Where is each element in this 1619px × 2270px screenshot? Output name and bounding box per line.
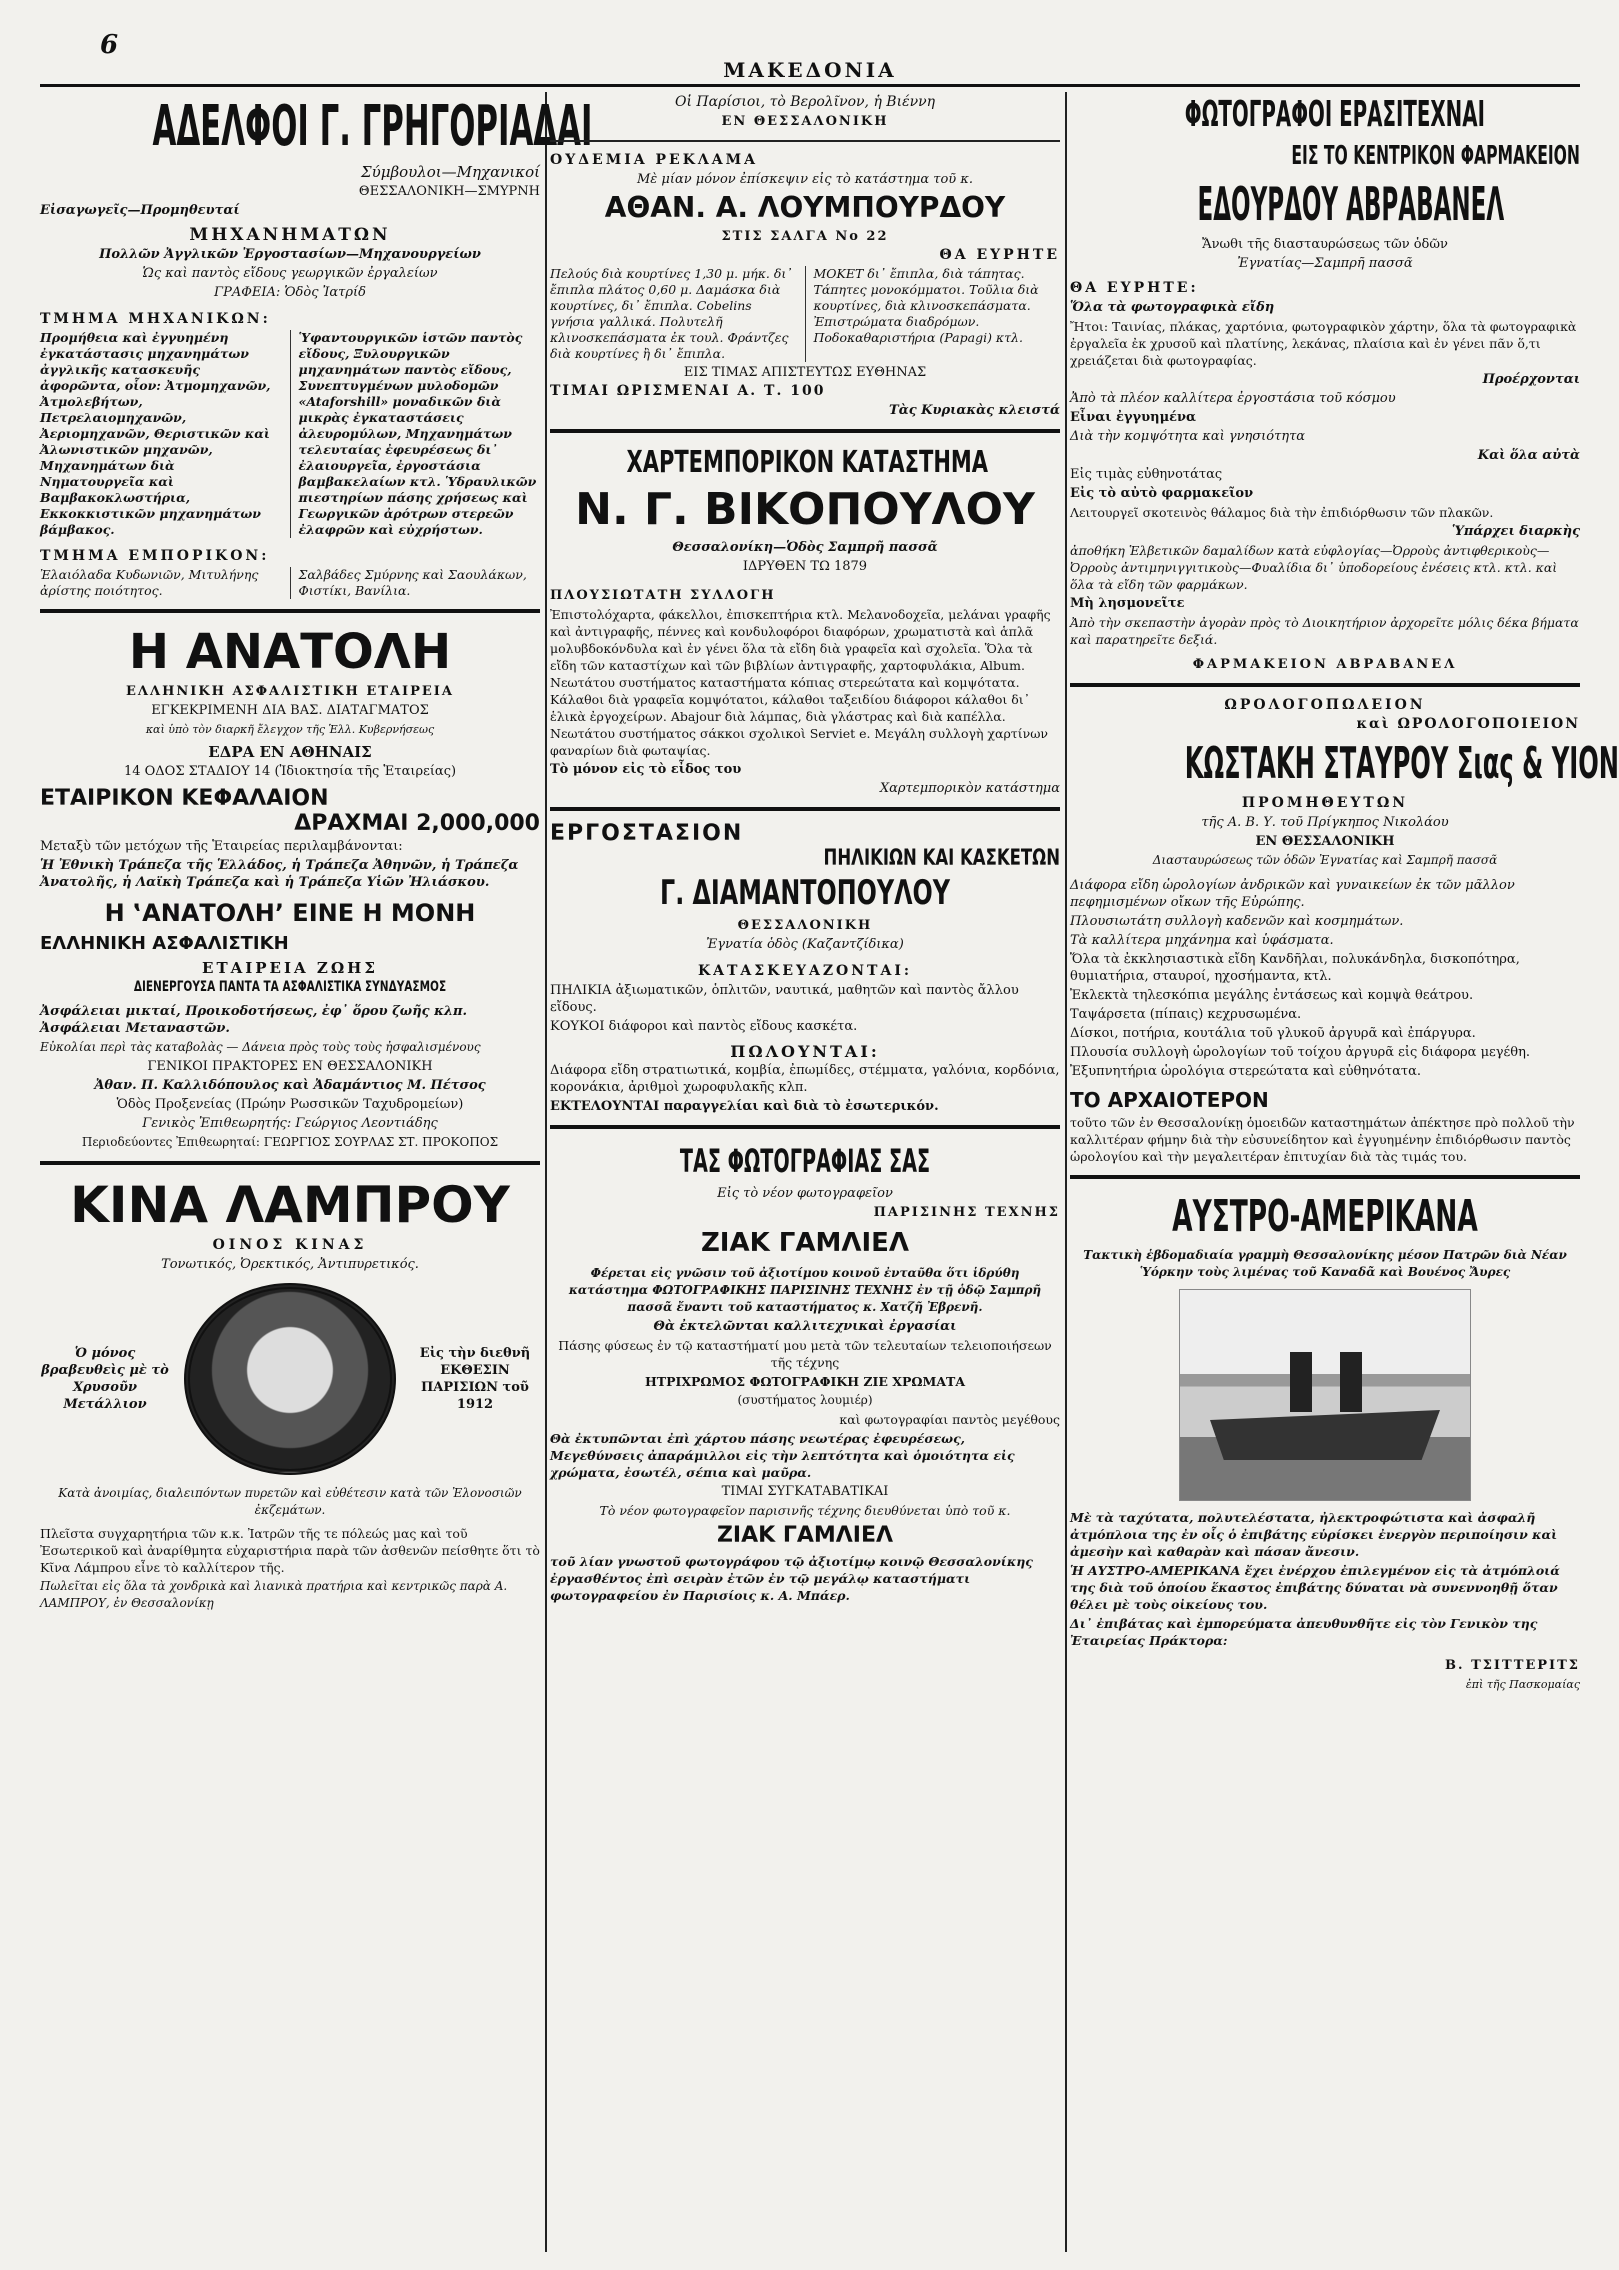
diamantopoulou-factory: ΕΡΓΟΣΤΑΣΙΟΝ bbox=[550, 821, 744, 846]
stavrou-head2: καὶ ΩΡΟΛΟΓΟΠΟΙΕΙΟΝ bbox=[1356, 716, 1580, 732]
loumbourdou-name: ΑΘΑΝ. Α. ΛΟΥΜΠΟΥΡΔΟΥ bbox=[604, 191, 1006, 224]
kina-medal-row bbox=[40, 1283, 540, 1475]
avravanel-cheap: Εἰς τιμὰς εὐθηνοτάτας bbox=[1070, 467, 1223, 482]
vikopoulou-only: Τὸ μόνον εἰς τὸ εἶδος του bbox=[550, 762, 742, 777]
photo-parisian: ΠΑΡΙΣΙΝΗΣ ΤΕΧΝΗΣ bbox=[873, 1205, 1060, 1220]
loumbourdou-fixed: ΤΙΜΑΙ ΩΡΙΣΜΕΝΑΙ Α. Τ. 100 bbox=[550, 383, 826, 399]
vikopoulou-collection: ΠΛΟΥΣΙΩΤΑΤΗ ΣΥΛΛΟΓΗ bbox=[550, 588, 776, 603]
trade-right: Σαλβάδες Σμύρνης καὶ Σαουλάκων, Φιστίκι, Βανίλια. bbox=[298, 567, 527, 598]
grigoriadai-mech-list bbox=[40, 330, 540, 538]
photo-any: καὶ φωτογραφίαι παντὸς μεγέθους bbox=[839, 1412, 1060, 1427]
kina-wine: ΟΙΝΟΣ ΚΙΝΑΣ bbox=[212, 1237, 368, 1253]
avravanel-pharmacy: Εἰς τὸ αὐτὸ φαρμακεῖον bbox=[1070, 486, 1254, 501]
masthead-rule bbox=[40, 84, 1580, 87]
divider bbox=[550, 140, 1060, 142]
diamantopoulou-pilikia: ΠΗΛΙΚΙΑ ἀξιωματικῶν, ὁπλιτῶν, ναυτικά, μαθητῶν καὶ παντὸς ἄλλου εἴδους. bbox=[550, 983, 1019, 1015]
stavrou-corner: Διασταυρώσεως τῶν ὁδῶν Ἐγνατίας καὶ Σαμπρῆ πασσᾶ bbox=[1152, 853, 1498, 867]
stavrou-prince: τῆς Α. Β. Υ. τοῦ Πρίγκηπος Νικολάου bbox=[1201, 815, 1449, 830]
vikopoulou-sign: Χαρτεμπορικὸν κατάστημα bbox=[879, 781, 1060, 796]
ad-kina bbox=[40, 1175, 540, 1612]
stavrou-alarm: Ἐξυπνητήρια ὡρολόγια στερεώτατα καὶ εὐθηνότατα. bbox=[1070, 1064, 1421, 1079]
ad-gamliel bbox=[550, 1139, 1060, 1604]
ad-austro-americana bbox=[1070, 1189, 1580, 1693]
vikopoulou-address: Θεσσαλονίκη—Ὁδὸς Σαμπρῆ πασσᾶ bbox=[672, 540, 938, 555]
diamantopoulou-orders: ΕΚΤΕΛΟΥΝΤΑΙ παραγγελίαι καὶ διὰ τὸ ἐσωτερικόν. bbox=[550, 1099, 939, 1114]
loumbourdou-right: ΜΟΚΕΤ δι᾽ ἔπιπλα, διὰ τάπητας. Τάπητες μονοκόμματοι. Τοῦλια διὰ κουρτίνες, διὰ κλινοσκεπάσματα. Ἐπιστρώματα διαδρόμων. Ποδοκαθαριστήρια (Papagi) κτλ. bbox=[813, 266, 1039, 345]
photo-name2: ΖΙΑΚ ΓΑΜΛΙΕΛ bbox=[716, 1523, 894, 1548]
column-rule-2 bbox=[1065, 92, 1067, 2252]
anatoli-loans: Εὐκολίαι περὶ τὰς καταβολὰς — Δάνεια πρὸς τοὺς τοὺς ἠσφαλισμένους bbox=[40, 1040, 481, 1054]
kina-fever: Κατὰ ἀνοιμίας, διαλειπόντων πυρετῶν καὶ εὐθέτεσιν κατὰ τῶν Ἐλονοσιῶν ἐκζεμάτων. bbox=[58, 1486, 522, 1517]
vikopoulou-founded: ΙΔΡΥΘΕΝ ΤΩ 1879 bbox=[742, 559, 868, 574]
anatoli-approved: ΕΓΚΕΚΡΙΜΕΝΗ ΔΙΑ ΒΑΣ. ΔΙΑΤΑΓΜΑΤΟΣ bbox=[151, 703, 429, 718]
anatoli-life: ΕΤΑΙΡΕΙΑ ΖΩΗΣ bbox=[202, 959, 378, 977]
masthead: ΜΑΚΕΔΟΝΙΑ bbox=[723, 58, 897, 82]
kina-left: Ὁ μόνος βραβευθεὶς μὲ τὸ Χρυσοῦν Μετάλλιον bbox=[41, 1346, 169, 1412]
trade-left: Ἐλαιόλαδα Κυδωνιῶν, Μιτυλήνης ἀρίστης ποιότητος. bbox=[40, 567, 259, 598]
mech-right: Ὑφαντουργικῶν ἱστῶν παντὸς εἴδους, Ξυλουργικῶν μηχανημάτων παντὸς εἴδους, Συνεπτυγμένων μυλοδομῶν «Ataforshill» μοναδικῶν διὰ μικρὰς ἐγκαταστάσεις ἀλευρομύλων, Μηχανημάτων τελευταίας ἐφευρέσεως δι᾽ ἐλαιουργεῖα, ἐργοστάσια βαμβακελαίων κτλ. Ὑδραυλικῶν πιεστηρίων πάσης χρήσεως καὶ Γεωργικῶν ἀρότρων στερεῶν ἐλαφρῶν καὶ εὐχρήστων. bbox=[298, 330, 537, 537]
paris-line2: ΕΝ ΘΕΣΣΑΛΟΝΙΚΗ bbox=[721, 114, 889, 129]
ad-grigoriadai bbox=[40, 92, 593, 599]
divider bbox=[550, 807, 1060, 811]
avravanel-guaranteed: Εἶναι ἐγγυημένα bbox=[1070, 410, 1197, 425]
photo-color-sub: (συστήματος λουμιέρ) bbox=[737, 1393, 873, 1407]
grigoriadai-factories: Πολλῶν Ἀγγλικῶν Ἐργοστασίων—Μηχανουργείων bbox=[99, 247, 481, 262]
avravanel-sub: ΕΙΣ ΤΟ ΚΕΝΤΡΙΚΟΝ ΦΑΡΜΑΚΕΙΟΝ bbox=[1291, 141, 1580, 171]
photo-color: ΗΤΡΙΧΡΩΜΟΣ ΦΩΤΟΓΡΑΦΙΚΗ ΖΙΕ ΧΡΩΜΑΤΑ bbox=[644, 1374, 966, 1389]
avravanel-footer: ΦΑΡΜΑΚΕΙΟΝ ΑΒΡΑΒΑΝΕΛ bbox=[1192, 657, 1458, 672]
photo-name: ΖΙΑΚ ΓΑΜΛΙΕΛ bbox=[700, 1228, 910, 1258]
austro-company: Ἡ ΑΥΣΤΡΟ-ΑΜΕΡΙΚΑΝΑ ἔχει ἐνέρχου ἐπιλεγμένον εἰς τὰ ἀτμόπλοιά της διὰ τοῦ ὁποίου ἕκαστος ἐπιβάτης δύναται νὰ συνεννοηθῇ ὅταν θέλει μὲ τοὺς οἰκείους του. bbox=[1070, 1563, 1560, 1612]
loumbourdou-find: ΘΑ ΕΥΡΗΤΕ bbox=[939, 247, 1060, 263]
anatoli-greek-ins: ΕΛΛΗΝΙΚΗ ΑΣΦΑΛΙΣΤΙΚΗ bbox=[40, 933, 289, 954]
austro-agent-addr: ἐπὶ τῆς Πασκομαίας bbox=[1465, 1678, 1580, 1691]
stavrou-trays: Ταψάρσετα (πίπαις) κεχρυσωμένα. bbox=[1070, 1007, 1302, 1022]
page-number: 6 bbox=[100, 30, 119, 60]
grigoriadai-imports: Εἰσαγωγεῖς—Προμηθευταί bbox=[40, 203, 240, 218]
diamantopoulou-sold: ΠΩΛΟΥΝΤΑΙ: bbox=[730, 1042, 880, 1061]
anatoli-insurances: Ἀσφάλειαι μικταί, Προικοδοτήσεως, ἐφ᾽ ὅρου ζωῆς κλπ. Ἀσφάλειαι Μεταναστῶν. bbox=[40, 1004, 467, 1036]
avravanel-dark: Λειτουργεῖ σκοτεινὸς θάλαμος διὰ τὴν ἐπιδιόρθωσιν τῶν πλακῶν. bbox=[1070, 505, 1494, 520]
photo-body4: Θὰ ἐκτυπῶνται ἐπὶ χάρτου πάσης νεωτέρας ἐφευρέσεως, Μεγεθύνσεις ἀπαράμιλλοι εἰς τὴν λεπτότητα καὶ ὁμοιότητα εἰς χρώματα, ἐσωτέλ, σέπια καὶ μαῦρα. bbox=[550, 1431, 1015, 1480]
anatoli-street: Ὁδὸς Προξενείας (Πρώην Ρωσσικῶν Ταχυδρομείων) bbox=[116, 1097, 464, 1112]
kina-depot: Πωλεῖται εἰς ὅλα τὰ χονδρικὰ καὶ λιανικὰ πρατήρια καὶ κεντρικῶς παρὰ Α. ΛΑΜΠΡΟΥ, ἐν Θεσσαλονίκῃ bbox=[40, 1579, 508, 1610]
avravanel-quality: Διὰ τὴν κομψότητα καὶ γνησιότητα bbox=[1070, 429, 1306, 444]
anatoli-address: 14 ΟΔΟΣ ΣΤΑΔΙΟΥ 14 (Ἰδιοκτησία τῆς Ἑταιρείας) bbox=[123, 764, 457, 779]
ad-loumbourdou bbox=[550, 152, 1060, 419]
anatoli-capital-value: ΔΡΑΧΜΑΙ 2,000,000 bbox=[294, 811, 540, 836]
loumbourdou-intro: Μὲ μίαν μόνον ἐπίσκεψιν εἰς τὸ κατάστημα τοῦ κ. bbox=[637, 172, 973, 187]
stavrou-church: Ὅλα τὰ ἐκκλησιαστικὰ εἴδη Κανδῆλαι, πολυκάνδηλα, δισκοπότηρα, θυμιατήρια, σταυροί, ηχοσήμαντα, κτλ. bbox=[1070, 952, 1520, 984]
avravanel-find: ΘΑ ΕΥΡΗΤΕ: bbox=[1070, 280, 1199, 296]
grigoriadai-machines: ΜΗΧΑΝΗΜΑΤΩΝ bbox=[189, 225, 391, 245]
grigoriadai-offices: ΓΡΑΦΕΙΑ: Ὁδὸς Ἰατρίδ bbox=[214, 285, 366, 300]
austro-info: Δι᾽ ἐπιβάτας καὶ ἐμπορεύματα ἀπευθυνθῆτε εἰς τὸν Γενικὸν της Ἐταιρείας Πράκτορα: bbox=[1070, 1616, 1538, 1648]
kina-props: Τονωτικός, Ὀρεκτικός, Ἀντιπυρετικός. bbox=[161, 1257, 419, 1272]
divider bbox=[1070, 1175, 1580, 1179]
divider bbox=[550, 1125, 1060, 1129]
kina-right: Εἰς τὴν διεθνῆ ΕΚΘΕΣΙΝ ΠΑΡΙΣΙΩΝ τοῦ 1912 bbox=[419, 1346, 531, 1412]
grigoriadai-trade-list bbox=[40, 567, 540, 599]
anatoli-subtitle: ΕΛΛΗΝΙΚΗ ΑΣΦΑΛΙΣΤΙΚΗ ΕΤΑΙΡΕΙΑ bbox=[126, 684, 454, 699]
avravanel-corner: Ἄνωθι τῆς διασταυρώσεως τῶν ὁδῶν bbox=[1202, 237, 1448, 252]
medal-icon bbox=[184, 1283, 396, 1475]
anatoli-inspector: Γενικὸς Ἐπιθεωρητής: Γεώργιος Λεοντιάδης bbox=[142, 1116, 438, 1131]
photo-body5: Τὸ νέον φωτογραφεῖον παρισινῆς τέχνης διευθύνεται ὑπὸ τοῦ κ. bbox=[599, 1503, 1011, 1518]
column-rule-1 bbox=[545, 92, 547, 2252]
stavrou-supplier: ΠΡΟΜΗΘΕΥΤΩΝ bbox=[1241, 795, 1409, 811]
anatoli-shareholders: Μεταξὺ τῶν μετόχων τῆς Ἑταιρείας περιλαμβάνονται: bbox=[40, 839, 403, 854]
grigoriadai-subtitle: Σύμβουλοι—Μηχανικοί bbox=[360, 163, 540, 181]
stavrou-head1: ΩΡΟΛΟΓΟΠΩΛΕΙΟΝ bbox=[1224, 697, 1426, 713]
grigoriadai-title: ΑΔΕΛΦΟΙ Γ. ΓΡΗΓΟΡΙΑΔΑΙ bbox=[152, 94, 593, 159]
ad-stavrou bbox=[1070, 697, 1619, 1165]
column-1 bbox=[40, 92, 593, 2252]
divider bbox=[40, 609, 540, 613]
anatoli-system: ΔΙΕΝΕΡΓΟΥΣΑ ΠΑΝΤΑ ΤΑ ΑΣΦΑΛΙΣΤΙΚΑ ΣΥΝΔΥΑΣΜΟΣ bbox=[133, 979, 447, 995]
austro-ships: Μὲ τὰ ταχύτατα, πολυτελέστατα, ἠλεκτροφώτιστα καὶ ἀσφαλῆ ἀτμόπλοια της ἐν οἷς ὁ ἐπιβάτης εὑρίσκει ἐνεργὸν περιποίησιν καὶ ἀμεσὴν καὶ καθαρὰν καὶ πάσαν ἄνεσιν. bbox=[1070, 1510, 1558, 1559]
photo-body3: Πάσης φύσεως ἐν τῷ καταστήματί μου μετὰ τῶν τελευταίων τελειοποιήσεων τῆς τέχνης bbox=[558, 1338, 1052, 1370]
avravanel-streets: Ἐγνατίας—Σαμπρῆ πασσᾶ bbox=[1237, 256, 1413, 271]
anatoli-agents: ΓΕΝΙΚΟΙ ΠΡΑΚΤΟΡΕΣ ΕΝ ΘΕΣΣΑΛΟΝΙΚΗ bbox=[147, 1059, 433, 1074]
diamantopoulou-hats: ΠΗΛΙΚΙΩΝ ΚΑΙ ΚΑΣΚΕΤΩΝ bbox=[823, 846, 1060, 871]
stavrou-oldest: ΤΟ ΑΡΧΑΙΟΤΕΡΟΝ bbox=[1070, 1088, 1269, 1112]
grigoriadai-tools: Ὡς καὶ παντὸς εἴδους γεωργικῶν ἐργαλείων bbox=[142, 266, 438, 281]
photo-body6: τοῦ λίαν γνωστοῦ φωτογράφου τῷ ἀξιοτίμῳ κοινῷ Θεσσαλονίκης ἐργασθέντος ἐπὶ σειρὰν ἐτῶν ἐν τῷ μεγάλῳ καταστήματι φωτογραφείου ἐν Παρισίοις κ. Α. Μπάερ. bbox=[550, 1554, 1033, 1603]
avravanel-stock: ἀποθήκη Ἑλβετικῶν δαμαλίδων κατὰ εὐφλογίας—Ὀρροὺς ἀντιφθερικοὺς—Ὀρροὺς ἀντιμηνιγγιτικοὺς—Φυαλίδια δι᾽ ὑποδορείους ἐνέσεις κτλ. κτλ. καὶ ὅλα τὰ εἴδη τῶν φαρμάκων. bbox=[1070, 543, 1558, 592]
vikopoulou-name: Ν. Γ. ΒΙΚΟΠΟΥΛΟΥ bbox=[575, 484, 1035, 535]
column-2 bbox=[550, 92, 1060, 2252]
avravanel-items: Ἤτοι: Ταινίας, πλάκας, χαρτόνια, φωτογραφικὸν χάρτην, ὅλα τὰ φωτογραφικὰ ἐργαλεῖα ἐκ χρυσοῦ καὶ πλατίνης, λεκάνας, πλαίσια καὶ ἐν γένει πᾶν ὅ,τι χρειάζεται διὰ φωτογραφίας. bbox=[1070, 319, 1577, 368]
diamantopoulou-kouki: ΚΟΥΚΟΙ διάφοροι καὶ παντὸς εἴδους κασκέτα. bbox=[550, 1019, 858, 1034]
kina-title: ΚΙΝΑ ΛΑΜΠΡΟΥ bbox=[70, 1176, 510, 1234]
stavrou-wall: Πλουσία συλλογὴ ὡρολογίων τοῦ τοίχου ἀργυρᾶ εἰς διάφορα μεγέθη. bbox=[1070, 1045, 1531, 1060]
divider bbox=[550, 429, 1060, 433]
ad-avravanel bbox=[1070, 92, 1580, 673]
anatoli-capital-label: ΕΤΑΙΡΙΚΟΝ ΚΕΦΑΛΑΙΟΝ bbox=[40, 786, 329, 811]
stavrou-chains: Πλουσιωτάτη συλλογὴ καδενῶν καὶ κοσμημάτων. bbox=[1070, 914, 1404, 929]
ad-anatoli bbox=[40, 623, 540, 1151]
steamship-image bbox=[1179, 1289, 1471, 1501]
avravanel-square: Ἀπὸ τὴν σκεπαστὴν ἀγορὰν πρὸς τὸ Διοικητήριον ἀρχορεῖτε μόλις δέκα βήματα καὶ παρατηρεῖτε δεξιά. bbox=[1070, 615, 1579, 647]
photo-body2: Θὰ ἐκτελῶνται καλλιτεχνικαὶ ἐργασίαι bbox=[653, 1319, 957, 1334]
ad-vikopoulou bbox=[550, 443, 1060, 797]
diamantopoulou-street: Ἐγνατία ὁδὸς (Καζαντζίδικα) bbox=[706, 937, 904, 952]
vikopoulou-head: ΧΑΡΤΕΜΠΟΡΙΚΟΝ ΚΑΤΑΣΤΗΜΑ bbox=[626, 445, 989, 480]
avravanel-head: ΦΩΤΟΓΡΑΦΟΙ ΕΡΑΣΙΤΕΧΝΑΙ bbox=[1184, 94, 1485, 135]
stavrou-oldest-text: τοῦτο τῶν ἐν Θεσσαλονίκῃ ὁμοειδῶν καταστημάτων ἀπέκτησε πρὸ πολλοῦ τὴν καλλιτέραν φήμην διὰ τὴν εὐσυνείδητον καὶ ἐγγυημένην ἐπιδιόρθωσιν παντὸς ὡρολογίου καὶ τὴν μεγαλειτέραν ἐπιτυχίαν διὰ τὰς τιμάς του. bbox=[1070, 1115, 1575, 1164]
anatoli-control: καὶ ὑπὸ τὸν διαρκῆ ἔλεγχον τῆς Ἑλλ. Κυβερνήσεως bbox=[145, 723, 435, 736]
photo-sub: Εἰς τὸ νέον φωτογραφεῖον bbox=[717, 1186, 893, 1201]
vikopoulou-items: Ἐπιστολόχαρτα, φάκελλοι, ἐπισκεπτήρια κτλ. Μελανοδοχεῖα, μελάναι γραφῆς καὶ ἀντιγραφῆς, πέννες καὶ κονδυλοφόροι διαφόρων, χρωματιστὰ καὶ ἁπλᾶ μολυβδοκόνδυλα καὶ ἐν γένει ὅλα τὰ εἴδη διὰ γραφεῖα καὶ σχολεῖα. Ὅλα τὰ εἴδη τῶν καταστίχων καὶ τῶν βιβλίων ἀντιγραφῆς, χαρτοφυλάκια, Album. Νεωτάτου συστήματος καταστήματα κόπιας στερεώτατα καὶ κομψότατα. Κάλαθοι διὰ γραφεῖα κομψότατοι, κάλαθοι ταξειδίου διάφοροι κάλαθοι δι᾽ ἑλικὰ ἐργοχείρων. Abajour διὰ λάμπας, διὰ γλάστρας καὶ διὰ καπέλλα. Νεωτάτου συστήματος σάκκοι σχολικοὶ Serviet e. Μεγάλη συλλογὴ χαρτίνων φαναρίων διὰ φωταψίας. bbox=[550, 607, 1051, 758]
anatoli-banks: Ἡ Ἐθνικὴ Τράπεζα τῆς Ἑλλάδος, ἡ Τράπεζα Ἀθηνῶν, ἡ Τράπεζα Ἀνατολῆς, ἡ Λαϊκὴ Τράπεζα καὶ ἡ Τράπεζα Υἱῶν Ἠλιάσκου. bbox=[40, 858, 519, 890]
anatoli-title: Η ΑΝΑΤΟΛΗ bbox=[128, 624, 452, 680]
avravanel-all: Ὅλα τὰ φωτογραφικὰ εἴδη bbox=[1070, 300, 1275, 315]
diamantopoulou-made: ΚΑΤΑΣΚΕΥΑΖΟΝΤΑΙ: bbox=[697, 963, 913, 979]
diamantopoulou-city: ΘΕΣΣΑΛΟΝΙΚΗ bbox=[737, 918, 873, 933]
loumbourdou-prices: ΕΙΣ ΤΙΜΑΣ ΑΠΙΣΤΕΥΤΩΣ ΕΥΘΗΝΑΣ bbox=[683, 365, 927, 380]
divider bbox=[1070, 683, 1580, 687]
stavrou-name: ΚΩΣΤΑΚΗ ΣΤΑΥΡΟΥ Σιας & ΥΙΟΝ bbox=[1184, 738, 1619, 789]
photo-prices: ΤΙΜΑΙ ΣΥΓΚΑΤΑΒΑΤΙΚΑΙ bbox=[721, 1484, 889, 1499]
avravanel-factories: Ἀπὸ τὰ πλέον καλλίτερα ἐργοστάσια τοῦ κόσμου bbox=[1070, 391, 1396, 406]
loumbourdou-left: Πελούς διὰ κουρτίνες 1,30 μ. μήκ. δι᾽ ἔπιπλα πλάτος 0,60 μ. Δαμάσκα διὰ κουρτίνες, δι᾽ ἔπιπλα. Cobelins γνήσια γαλλικά. Πολυτελῆ κλινοσκεπάσματα ἐκ τουλ. Φράντζες διὰ κουρτίνες ἢ δι᾽ ἔπιπλα. bbox=[550, 266, 793, 361]
loumbourdou-list bbox=[550, 266, 1060, 362]
avravanel-come: Προέρχονται bbox=[1482, 372, 1580, 387]
austro-route: Τακτικὴ ἑβδομαδιαία γραμμὴ Θεσσαλονίκης μέσον Πατρῶν διὰ Νέαν Ὑόρκην τοὺς λιμένας τοῦ Καναδᾶ καὶ Βουένος Ἄυρες bbox=[1083, 1248, 1567, 1279]
grigoriadai-mech-heading: ΤΜΗΜΑ ΜΗΧΑΝΙΚΩΝ: bbox=[40, 311, 271, 327]
loumbourdou-sunday: Τὰς Κυριακὰς κλειστά bbox=[889, 403, 1060, 418]
avravanel-name: ΕΔΟΥΡΔΟΥ ΑΒΡΑΒΑΝΕΛ bbox=[1197, 177, 1505, 231]
austro-agent: Β. ΤΣΙΤΤΕΡΙΤΣ bbox=[1445, 1658, 1580, 1673]
ad-diamantopoulou bbox=[550, 821, 1060, 1115]
avravanel-and-all: Καὶ ὅλα αὐτὰ bbox=[1477, 448, 1580, 463]
grigoriadai-cities: ΘΕΣΣΑΛΟΝΙΚΗ—ΣΜΥΡΝΗ bbox=[358, 184, 540, 199]
avravanel-exists: Ὑπάρχει διαρκὴς bbox=[1451, 524, 1580, 539]
avravanel-forget: Μὴ λησμονεῖτε bbox=[1070, 596, 1185, 611]
stavrou-city: ΕΝ ΘΕΣΣΑΛΟΝΙΚΗ bbox=[1255, 834, 1395, 849]
stavrou-best: Τὰ καλλίτερα μηχάνημα καὶ ὑφάσματα. bbox=[1070, 933, 1334, 948]
stavrou-watches: Διάφορα εἴδη ὡρολογίων ἀνδρικῶν καὶ γυναικείων ἐκ τῶν μᾶλλον πεφημισμένων οἴκων τῆς Εὐρώπης. bbox=[1070, 878, 1515, 910]
anatoli-seat: ΕΔΡΑ ΕΝ ΑΘΗΝΑΙΣ bbox=[208, 743, 372, 761]
diamantopoulou-sold-items: Διάφορα εἴδη στρατιωτικά, κομβία, ἐπωμίδες, στέμματα, γαλόνια, κορδόνια, κορονάκια, ἀριθμοὶ χωροφυλακῆς κλπ. bbox=[550, 1063, 1060, 1095]
mech-left: Προμήθεια καὶ ἐγγυημένη ἐγκατάστασις μηχανημάτων ἀγγλικῆς κατασκευῆς ἀφορῶντα, οἷον: Ἀτμομηχανῶν, Ἀτμολεβήτων, Πετρελαιομηχανῶν, Ἀεριομηχανῶν, Θεριστικῶν καὶ Ἀλωνιστικῶν μηχανῶν, Μηχανημάτων διὰ Νηματουργεῖα καὶ Βαμβακοκλωστήρια, Εκκοκκιστικῶν μηχανημάτων βάμβακος. bbox=[40, 330, 271, 537]
grigoriadai-trade-heading: ΤΜΗΜΑ ΕΜΠΟΡΙΚΟΝ: bbox=[40, 548, 270, 564]
photo-head: ΤΑΣ ΦΩΤΟΓΡΑΦΙΑΣ ΣΑΣ bbox=[679, 1142, 931, 1180]
stavrou-scopes: Ἐκλεκτὰ τηλεσκόπια μεγάλης ἐντάσεως καὶ κομψὰ θεάτρου. bbox=[1070, 988, 1474, 1003]
diamantopoulou-name: Γ. ΔΙΑΜΑΝΤΟΠΟΥΛΟΥ bbox=[660, 873, 950, 913]
stavrou-plates: Δίσκοι, ποτήρια, κουτάλια τοῦ γλυκοῦ ἀργυρᾶ καὶ ἐπάργυρα. bbox=[1070, 1026, 1476, 1041]
anatoli-traveling: Περιοδεύοντες Ἐπιθεωρηταί: ΓΕΩΡΓΙΟΣ ΣΟΥΡΛΑΣ ΣΤ. ΠΡΟΚΟΠΟΣ bbox=[81, 1135, 499, 1149]
column-3 bbox=[1070, 92, 1619, 2252]
anatoli-only: Η ‛ΑΝΑΤΟΛΗ’ ΕΙΝΕ Η ΜΟΝΗ bbox=[104, 899, 476, 927]
divider bbox=[40, 1161, 540, 1165]
austro-head: ΑΥΣΤΡΟ-ΑΜΕΡΙΚΑΝΑ bbox=[1172, 1191, 1478, 1242]
loumbourdou-head: ΟΥΔΕΜΙΑ ΡΕΚΛΑΜΑ bbox=[550, 152, 758, 168]
loumbourdou-street: ΣΤΙΣ ΣΑΛΓΑ Νο 22 bbox=[721, 229, 889, 244]
photo-body1: Φέρεται εἰς γνῶσιν τοῦ ἀξιοτίμου κοινοῦ ἐνταῦθα ὅτι ἱδρύθη κατάστημα ΦΩΤΟΓΡΑΦΙΚΗΣ ΠΑΡΙΣΙΝΗΣ ΤΕΧΝΗΣ ἐν τῇ ὁδῷ Σαμπρῆ πασσᾶ ἔναντι τοῦ καταστήματος κ. Χατζῆ Ἐβρενῆ. bbox=[568, 1266, 1042, 1314]
anatoli-names: Ἀθαν. Π. Καλλιδόπουλος καὶ Ἀδαμάντιος Μ. Πέτσος bbox=[94, 1078, 486, 1093]
kina-cert: Πλεῖστα συγχαρητήρια τῶν κ.κ. Ἰατρῶν τῆς τε πόλεώς μας καὶ τοῦ Ἐσωτερικοῦ καὶ ἀναρίθμητα εὐχαριστήρια παρὰ τῶν ἀσθενῶν πείσθητε ὅτι τὸ Κῖνα Λάμπρου εἶνε τὸ καλλίτερον τῆς. bbox=[40, 1526, 540, 1575]
paris-line1: Οἱ Παρίσιοι, τὸ Βερολῖνον, ἡ Βιέννη bbox=[675, 94, 935, 110]
